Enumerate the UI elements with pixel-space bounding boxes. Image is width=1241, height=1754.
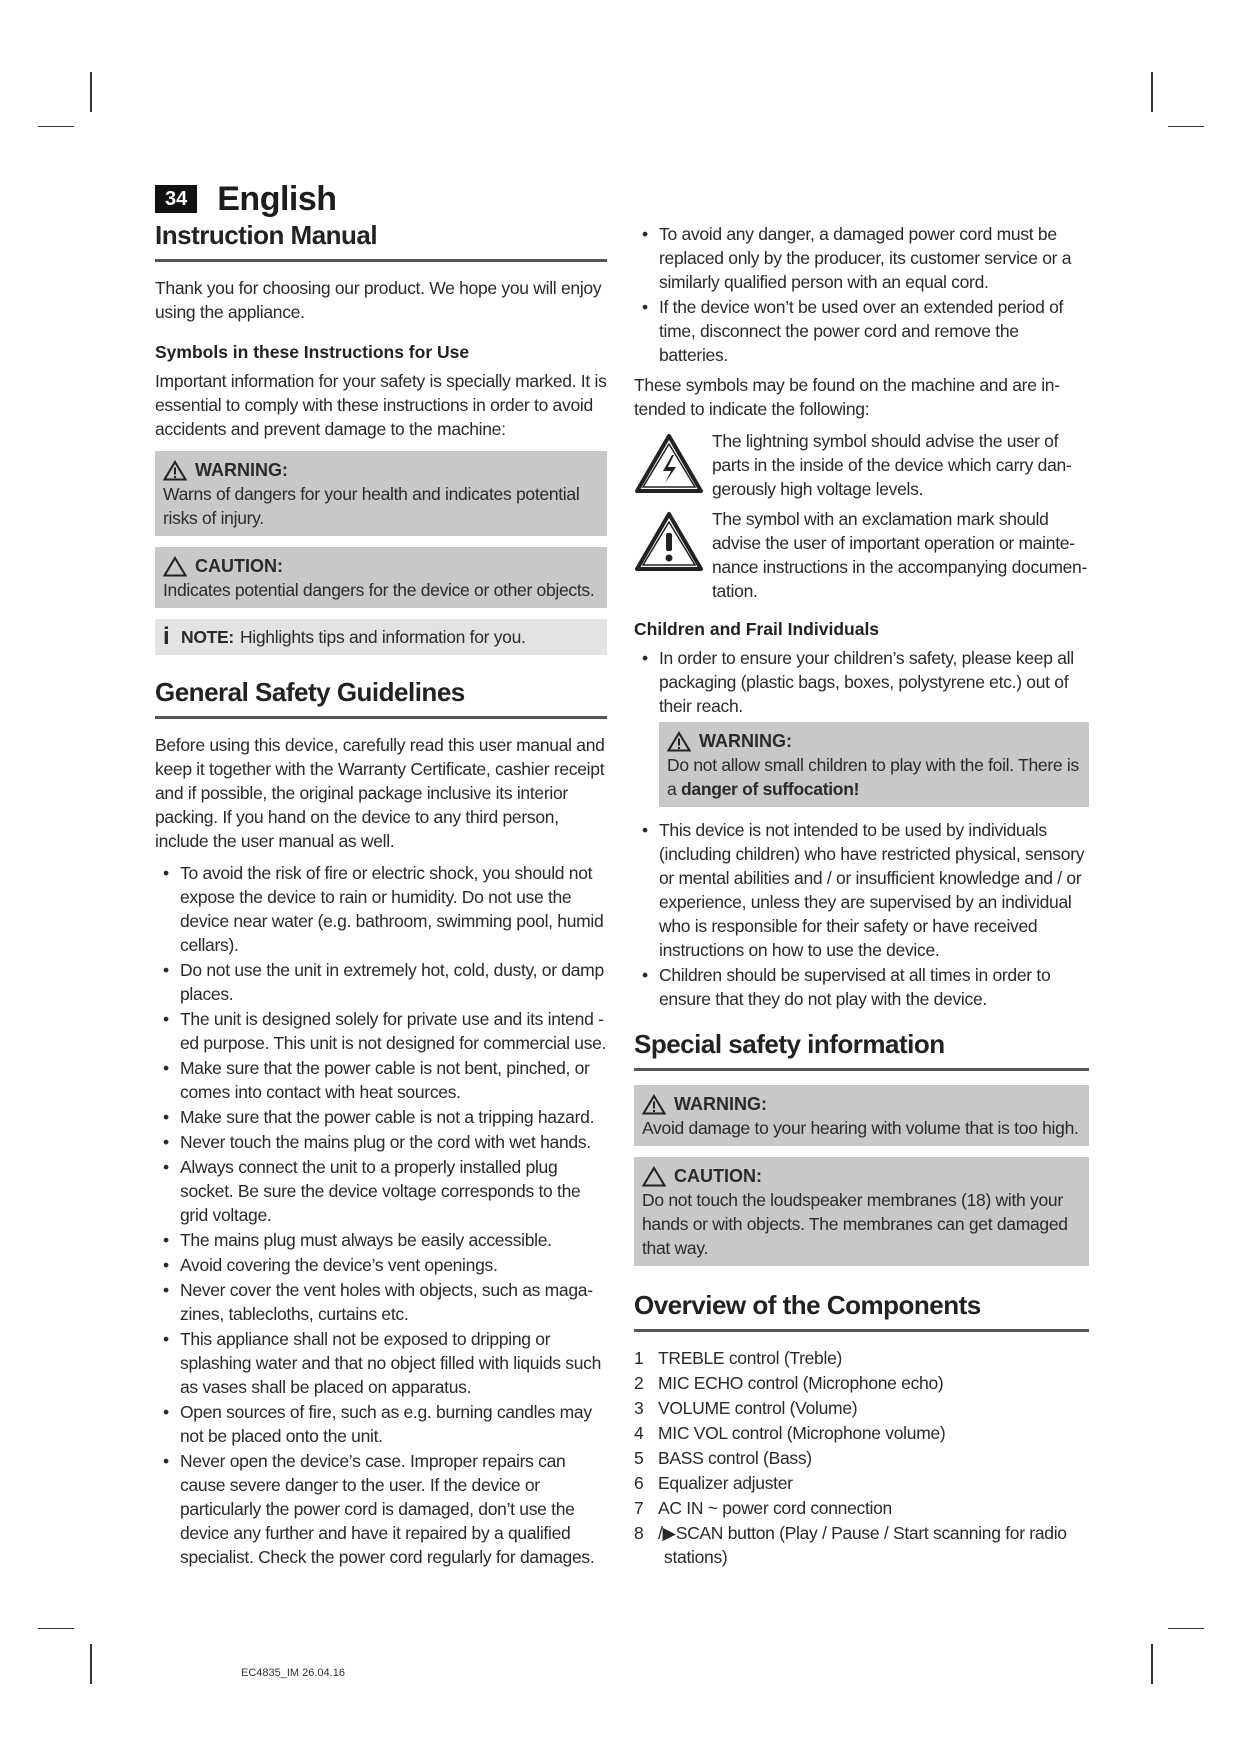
list-item: • To avoid any danger, a damaged power cord must be replaced only by the producer, its customer service or a similarly qualified person with an equal cord.	[642, 224, 1072, 292]
caution-label: CAUTION:	[674, 1166, 762, 1186]
page-number: 34	[155, 185, 197, 213]
list-item: • This device is not intended to be used by individuals (including children) who have restricted physical, sensory or mental abilities and / or insufficient knowledge and / or experience, unless they are supervised by an individual who is responsible for their safety or have received instructions on how to use the device.	[642, 820, 1085, 960]
general-safety-heading: General Safety Guidelines	[155, 677, 607, 719]
list-item: • Always connect the unit to a properly installed plug socket. Be sure the device voltage corresponds to the grid voltage.	[163, 1157, 581, 1225]
caution-box	[155, 547, 607, 608]
list-item: • Never open the device’s case. Improper repairs can cause severe danger to the user. If the device or particularly the power cord is damaged, don’t use the device any further and have it repaired by a qualified specialist. Check the power cord regularly for damages.	[163, 1451, 595, 1567]
intro-text: Thank you for choosing our product. We hope you will enjoy using the appliance.	[155, 278, 602, 322]
crop-mark	[38, 126, 74, 127]
exclamation-warning-icon	[634, 511, 704, 573]
components-list	[634, 1346, 1089, 1569]
symbols-intro: These symbols may be found on the machine and are in- tended to indicate the following:	[634, 375, 1060, 419]
warning-triangle-icon	[163, 460, 187, 481]
left-column	[155, 220, 607, 1575]
list-item: • In order to ensure your children’s safety, please keep all packaging (plastic bags, boxes, polystyrene etc.) out of their reach.	[642, 648, 1074, 716]
component-item: 2 MIC ECHO control (Microphone echo)	[634, 1373, 944, 1393]
warning-label: WARNING:	[674, 1094, 767, 1114]
special-warning-box	[634, 1085, 1089, 1146]
symbols-heading: Symbols in these Instructions for Use	[155, 342, 470, 362]
caution-triangle-icon	[163, 556, 187, 577]
special-caution-box	[634, 1157, 1089, 1266]
list-item: • Do not use the unit in extremely hot, cold, dusty, or damp places.	[163, 960, 604, 1004]
crop-mark	[1168, 126, 1204, 127]
list-item: • If the device won’t be used over an extended period of time, disconnect the power cord and remove the batteries.	[642, 297, 1064, 365]
list-item: • The mains plug must always be easily accessible.	[163, 1230, 552, 1250]
power-cord-list	[634, 222, 1089, 367]
caution-text: Indicates potential dangers for the device or other objects.	[163, 580, 595, 600]
list-item: • Never touch the mains plug or the cord with wet hands.	[163, 1132, 591, 1152]
symbols-text: Important information for your safety is specially marked. It is essential to comply with these instructions in order to avoid accidents and prevent damage to the machine:	[155, 371, 607, 439]
special-warning-text: Avoid damage to your hearing with volume that is too high.	[642, 1118, 1079, 1138]
crop-mark	[38, 1628, 74, 1629]
warning-triangle-icon	[667, 731, 691, 752]
warning-label: WARNING:	[699, 731, 792, 751]
children-warning-bold: danger of suffocation!	[681, 779, 860, 799]
children-warning-text: Do not allow small children to play with the foil. There is a	[667, 755, 1079, 799]
component-item: 7 AC IN ~ power cord connection	[634, 1498, 892, 1518]
exclamation-text: The symbol with an exclamation mark should advise the user of important operation or mainte- nance instructions in the accompanying documen- tation.	[712, 509, 1088, 601]
warning-box	[155, 451, 607, 536]
list-item: • Never cover the vent holes with objects, such as maga- zines, tablecloths, curtains etc.	[163, 1280, 593, 1324]
component-item: 8 /▶SCAN button (Play / Pause / Start scanning for radio stations)	[634, 1523, 1067, 1567]
component-item: 6 Equalizer adjuster	[634, 1473, 793, 1493]
warning-triangle-icon	[642, 1094, 666, 1115]
lightning-text: The lightning symbol should advise the user of parts in the inside of the device which carry dan- gerously high voltage levels.	[712, 431, 1072, 499]
general-safety-list	[155, 861, 607, 1569]
crop-mark	[1151, 1644, 1153, 1684]
crop-mark	[1151, 72, 1153, 112]
list-item: • Make sure that the power cable is not a tripping hazard.	[163, 1107, 595, 1127]
manual-title: Instruction Manual	[155, 220, 607, 262]
info-icon: i	[163, 623, 170, 650]
overview-heading: Overview of the Components	[634, 1290, 1089, 1332]
children-list	[634, 646, 1089, 718]
crop-mark	[90, 1644, 92, 1684]
special-caution-text: Do not touch the loudspeaker membranes (18) with your hands or with objects. The membranes can get damaged that way.	[642, 1190, 1068, 1258]
list-item: • Children should be supervised at all times in order to ensure that they do not play with the device.	[642, 965, 1051, 1009]
component-item: 3 VOLUME control (Volume)	[634, 1398, 858, 1418]
caution-label: CAUTION:	[195, 556, 283, 576]
list-item: • Open sources of fire, such as e.g. burning candles may not be placed onto the unit.	[163, 1402, 592, 1446]
lightning-warning-icon	[634, 433, 704, 495]
list-item: • Avoid covering the device’s vent openings.	[163, 1255, 498, 1275]
note-box	[155, 619, 607, 655]
right-column	[634, 222, 1089, 1570]
special-safety-heading: Special safety information	[634, 1029, 1089, 1071]
list-item: • To avoid the risk of fire or electric shock, you should not expose the device to rain or humidity. Do not use the device near water (e.g. bathroom, swimming pool, humid cellars).	[163, 863, 604, 955]
exclamation-symbol-row	[634, 507, 1089, 603]
note-label: NOTE:	[181, 627, 234, 647]
caution-triangle-icon	[642, 1166, 666, 1187]
crop-mark	[1168, 1628, 1204, 1629]
note-text: Highlights tips and information for you.	[239, 627, 526, 647]
general-safety-text: Before using this device, carefully read this user manual and keep it together with the Warranty Certificate, cashier receipt and if possible, the original package inclusive its interior packing. If you hand on the device to any third person, include the user manual as well.	[155, 735, 605, 851]
children-heading: Children and Frail Individuals	[634, 619, 880, 639]
language-title: English	[217, 179, 337, 218]
list-item: • The unit is designed solely for private use and its intend - ed purpose. This unit is not designed for commercial use.	[163, 1009, 607, 1053]
list-item: • Make sure that the power cable is not bent, pinched, or comes into contact with heat sources.	[163, 1058, 590, 1102]
children-list-2	[634, 818, 1089, 1011]
component-item: 1 TREBLE control (Treble)	[634, 1348, 843, 1368]
children-warning-box	[659, 722, 1089, 807]
crop-mark	[90, 72, 92, 112]
list-item: • This appliance shall not be exposed to dripping or splashing water and that no object filled with liquids such as vases shall be placed on apparatus.	[163, 1329, 602, 1397]
warning-label: WARNING:	[195, 460, 288, 480]
warning-text: Warns of dangers for your health and indicates potential risks of injury.	[163, 484, 580, 528]
page-header	[155, 178, 337, 220]
component-item: 5 BASS control (Bass)	[634, 1448, 812, 1468]
footer-code: EC4835_IM 26.04.16	[241, 1667, 345, 1679]
lightning-symbol-row	[634, 429, 1089, 501]
component-item: 4 MIC VOL control (Microphone volume)	[634, 1423, 946, 1443]
